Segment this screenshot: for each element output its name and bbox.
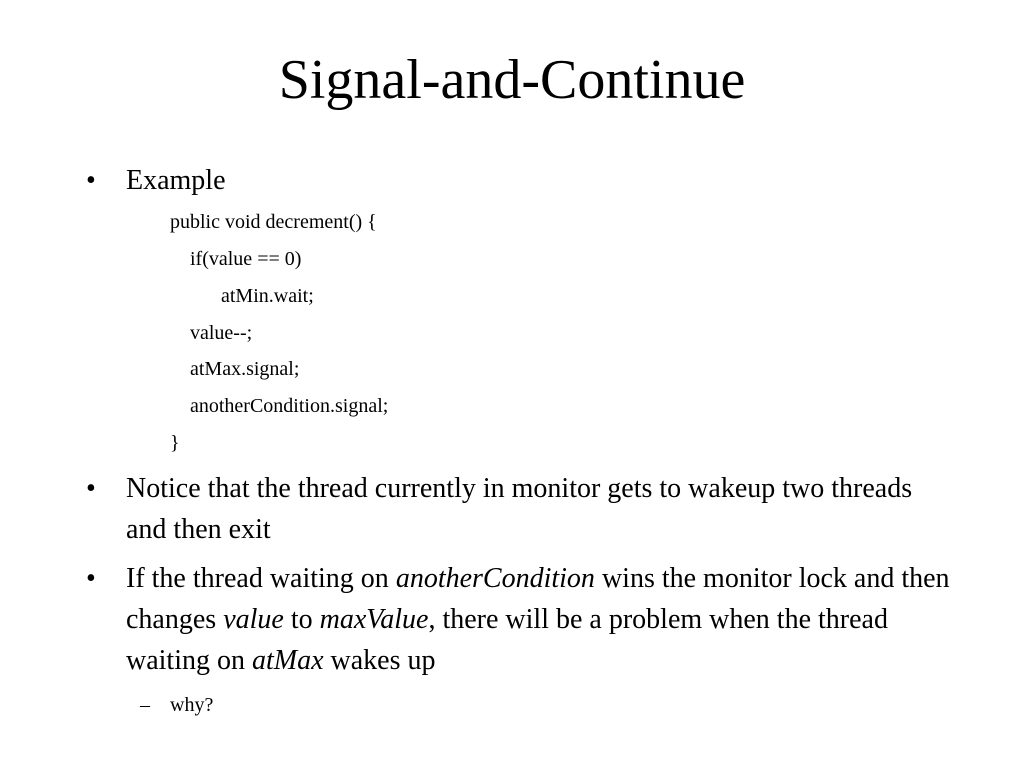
code-line: atMin.wait; — [221, 285, 314, 307]
bullet-text: Example — [126, 165, 226, 196]
emphasis-maxValue: maxValue — [319, 604, 429, 635]
emphasis-anotherCondition: anotherCondition — [395, 563, 595, 594]
code-line: atMax.signal; — [190, 358, 300, 380]
emphasis-atMax: atMax — [252, 645, 324, 676]
text-segment: , there will be a problem when the thread waiting on — [126, 604, 888, 676]
bullet-mark: • — [86, 165, 96, 196]
sub-bullet-mark: – — [140, 694, 150, 716]
code-line: public void decrement() { — [170, 211, 377, 233]
slide-title: Signal-and-Continue — [278, 49, 746, 111]
bullet-mark: • — [86, 563, 96, 594]
text-segment: to — [283, 604, 320, 635]
bullet-text — [126, 558, 956, 681]
bullet-text: Notice that the thread currently in monitor gets to wakeup two threads and then exit — [126, 473, 913, 545]
code-line: } — [170, 432, 180, 454]
text-segment: If the thread waiting on — [126, 563, 396, 594]
code-line: if(value == 0) — [190, 248, 302, 270]
emphasis-value: value — [223, 604, 284, 635]
sub-bullet-text: why? — [170, 694, 214, 716]
code-line: anotherCondition.signal; — [190, 395, 389, 417]
text-segment: wins the monitor lock and then changes — [126, 563, 950, 635]
text-segment: wakes up — [323, 645, 436, 676]
code-line: value--; — [190, 322, 253, 344]
bullet-mark: • — [86, 473, 96, 504]
